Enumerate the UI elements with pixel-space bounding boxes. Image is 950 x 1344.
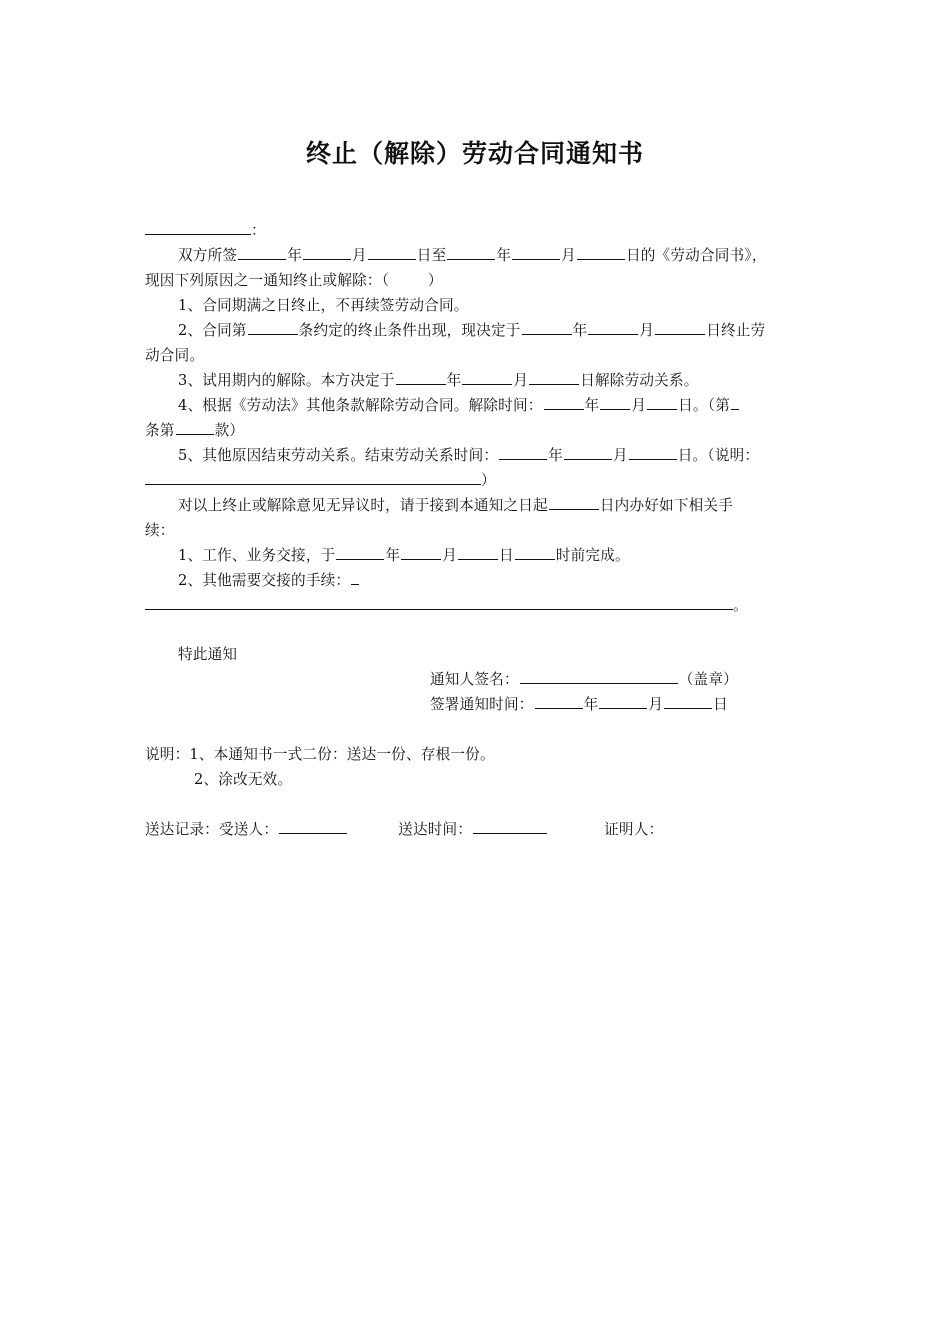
reason-5: 5、其他原因结束劳动关系。结束劳动关系时间： 年 月 日。（说明： [178, 447, 760, 464]
handover-hour-blank[interactable] [515, 545, 555, 560]
handover-month-blank[interactable] [401, 545, 441, 560]
reason-3-year-blank[interactable] [396, 370, 446, 385]
reason-5-month-blank[interactable] [564, 445, 612, 460]
notice-month-blank[interactable] [599, 694, 647, 709]
procedure-line-2: 续： [145, 522, 175, 539]
end-month-blank[interactable] [512, 245, 560, 260]
other-procedures-line: 。 [145, 594, 748, 615]
procedure-paragraph: 对以上终止或解除意见无异议时，请于接到本通知之日起 日内办好如下相关手 [178, 497, 734, 514]
note-2: 2、涂改无效。 [194, 771, 293, 788]
other-procedures-blank-start[interactable] [351, 570, 359, 585]
delivery-time-blank[interactable] [473, 819, 547, 834]
reason-3: 3、试用期内的解除。本方决定于 年 月 日解除劳动关系。 [178, 372, 699, 389]
reason-2: 2、合同第 条约定的终止条件出现，现决定于 年 月 日终止劳 [178, 322, 766, 339]
handover-year-blank[interactable] [336, 545, 384, 560]
recipient-label: 送达记录：受送人： [145, 821, 279, 838]
special-notice: 特此通知 [178, 646, 238, 663]
reason-4-day-blank[interactable] [647, 395, 677, 410]
notice-time-line: 签署通知时间： 年 月 日 [430, 696, 728, 713]
end-year-blank[interactable] [447, 245, 495, 260]
reason-4: 4、根据《劳动法》其他条款解除劳动合同。解除时间： 年 月 日。（第 [178, 394, 740, 415]
signer-signature-blank[interactable] [520, 669, 678, 684]
handover-item-1: 1、工作、业务交接，于 年 月 日 时前完成。 [178, 547, 630, 564]
handover-days-blank[interactable] [549, 495, 599, 510]
intro-line-2: 现因下列原因之一通知终止或解除：（ ） [145, 272, 443, 289]
addressee-blank[interactable] [145, 220, 251, 235]
reason-2-line-2: 动合同。 [145, 347, 205, 364]
reason-3-day-blank[interactable] [529, 370, 579, 385]
seal-label: （盖章） [678, 671, 738, 688]
handover-item-2: 2、其他需要交接的手续： [178, 569, 360, 590]
other-procedures-blank[interactable] [145, 595, 733, 610]
note-1: 说明：1、本通知书一式二份：送达一份、存根一份。 [145, 746, 495, 763]
explanation-blank[interactable] [145, 470, 481, 485]
delivery-time-label: 送达时间： [398, 821, 473, 838]
reason-3-month-blank[interactable] [462, 370, 512, 385]
delivery-record-line [145, 818, 663, 839]
recipient-blank[interactable] [279, 819, 347, 834]
notice-day-blank[interactable] [664, 694, 712, 709]
reason-5-line-2: ） [145, 469, 496, 490]
reason-2-day-blank[interactable] [655, 320, 705, 335]
reason-5-day-blank[interactable] [629, 445, 677, 460]
clause-number-blank[interactable] [248, 320, 298, 335]
reason-4-line-2: 条第 款） [145, 422, 245, 439]
reason-2-year-blank[interactable] [522, 320, 572, 335]
signer-line: 通知人签名： （盖章） [430, 671, 738, 688]
witness-label: 证明人： [604, 821, 664, 838]
start-year-blank[interactable] [238, 245, 286, 260]
reason-5-year-blank[interactable] [499, 445, 547, 460]
paragraph-number-blank[interactable] [176, 420, 214, 435]
reason-4-year-blank[interactable] [544, 395, 584, 410]
reason-4-month-blank[interactable] [600, 395, 630, 410]
intro-line-1: 双方所签 年 月 日至 年 月 日的《劳动合同书》， [178, 247, 767, 264]
addressee-colon: ： [251, 222, 266, 239]
addressee-line [145, 219, 266, 240]
handover-day-blank[interactable] [458, 545, 498, 560]
document-title: 终止（解除）劳动合同通知书 [305, 139, 644, 168]
start-day-blank[interactable] [368, 245, 416, 260]
reason-2-month-blank[interactable] [588, 320, 638, 335]
start-month-blank[interactable] [303, 245, 351, 260]
notice-year-blank[interactable] [535, 694, 583, 709]
article-number-blank[interactable] [731, 395, 739, 410]
reason-1: 1、合同期满之日终止，不再续签劳动合同。 [178, 297, 469, 314]
end-day-blank[interactable] [577, 245, 625, 260]
